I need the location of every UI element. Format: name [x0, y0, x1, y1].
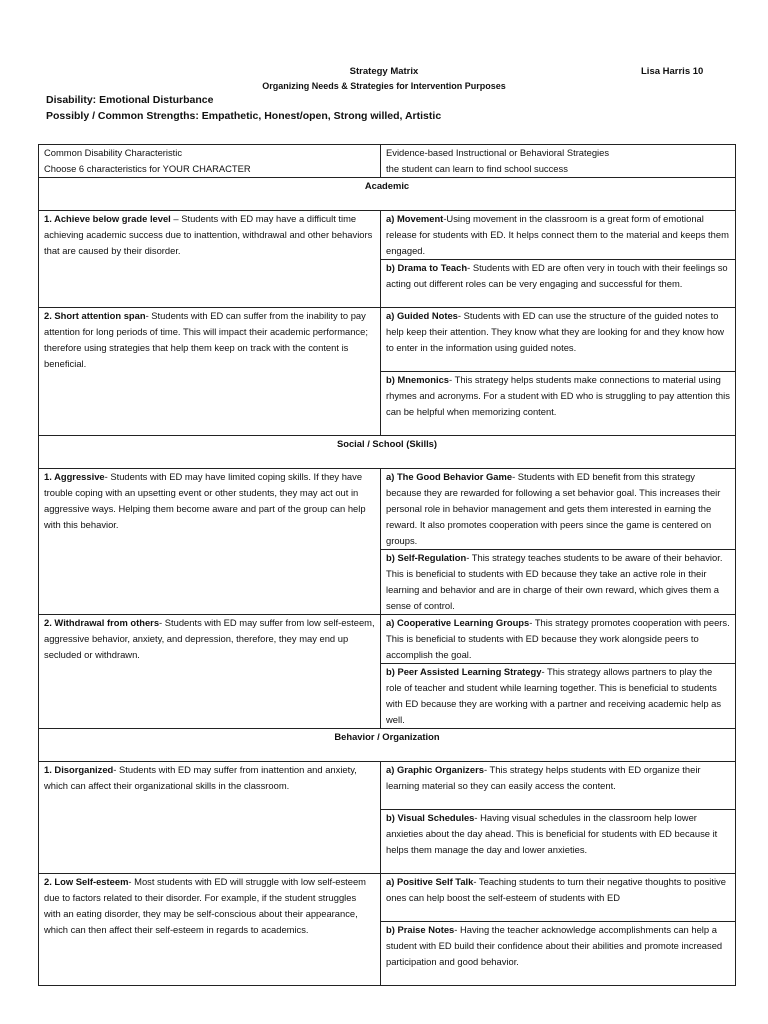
strategy-text: - This strategy teaches students to be aware of their behavior. This is beneficial to students with ED because they take an active role in their learning and behavior and are in charge of their own reward, which gives them a sense of control.: [386, 552, 723, 611]
characteristic-cell: [39, 762, 381, 874]
strategy-cell: [381, 615, 736, 664]
characteristic-text: - Most students with ED will struggle with low self-esteem due to factors related to their disorder. For example, if the student struggles with an eating disorder, they may be self-conscious about their appearance, which can then affect their self-esteem in regards to academics.: [44, 876, 366, 935]
left-header-line1: Common Disability Characteristic: [44, 147, 183, 158]
section-title: Behavior / Organization: [39, 729, 736, 762]
table-row: [39, 469, 736, 550]
right-column-header: [381, 145, 736, 178]
strategy-title: a) Cooperative Learning Groups: [386, 617, 530, 628]
strategy-title: a) The Good Behavior Game: [386, 471, 513, 482]
strategy-title: b) Peer Assisted Learning Strategy: [386, 666, 542, 677]
section-row-academic: [39, 178, 736, 211]
strategy-text: - This strategy allows partners to play the role of teacher and student while learning together. This is beneficial to students with ED because they are working with a partner and receiving academic help as well.: [386, 666, 722, 725]
table-row: [39, 874, 736, 922]
table-row: [39, 211, 736, 260]
section-row-social: [39, 436, 736, 469]
strengths-line: Possibly / Common Strengths: Empathetic, Honest/open, Strong willed, Artistic: [46, 110, 442, 122]
strategy-title: a) Graphic Organizers: [386, 764, 484, 775]
table-row: [39, 762, 736, 810]
table-row: [39, 615, 736, 664]
strategy-title: b) Mnemonics: [386, 374, 450, 385]
strategy-title: a) Positive Self Talk: [386, 876, 474, 887]
characteristic-cell: [39, 469, 381, 615]
strategy-text: - This strategy helps students with ED organize their learning material so they can easily access the content.: [386, 764, 701, 791]
column-header-row: [39, 145, 736, 178]
characteristic-title: 2. Low Self-esteem: [44, 876, 129, 887]
section-row-behavior: [39, 729, 736, 762]
strategy-text: - Students with ED are often very in touch with their feelings so acting out different roles can be very engaging and successful for them.: [386, 262, 728, 289]
strategy-text: - Teaching students to turn their negative thoughts to positive ones can help boost the self-esteem of students with ED: [386, 876, 726, 903]
strategy-title: b) Self-Regulation: [386, 552, 467, 563]
strategy-matrix-table: [38, 144, 736, 986]
strategy-text: - Having the teacher acknowledge accomplishments can help a student with ED build their confidence about their abilities and promote increased participation and good behavior.: [386, 924, 723, 967]
strategy-title: b) Drama to Teach: [386, 262, 468, 273]
strategy-cell: [381, 469, 736, 550]
right-header-line2: the student can learn to find school success: [386, 163, 568, 174]
strategy-cell: [381, 922, 736, 986]
characteristic-cell: [39, 308, 381, 436]
strategy-cell: [381, 308, 736, 372]
strategy-text: - Students with ED benefit from this strategy because they are rewarded for following a set behavior goal. This increases their personal role in behavior management and gets them interested in earning the reward. It also promotes cooperation with peers since the game is centered on groups.: [386, 471, 721, 546]
strategy-cell: [381, 664, 736, 729]
table-row: [39, 308, 736, 372]
characteristic-text: - Students with ED may suffer from inattention and anxiety, which can affect their organizational skills in the classroom.: [44, 764, 357, 791]
strategy-title: b) Praise Notes: [386, 924, 455, 935]
strategy-cell: [381, 260, 736, 308]
characteristic-title: 1. Disorganized: [44, 764, 114, 775]
characteristic-cell: [39, 615, 381, 729]
strategy-cell: [381, 211, 736, 260]
characteristic-cell: [39, 874, 381, 986]
section-title: Academic: [39, 178, 736, 211]
strategy-cell: [381, 550, 736, 615]
characteristic-text: - Students with ED may suffer from low self-esteem, aggressive behavior, anxiety, and depression, therefore, they may end up secluded or withdrawn.: [44, 617, 375, 660]
left-header-line2: Choose 6 characteristics for YOUR CHARACTER: [44, 163, 251, 174]
strategy-text: - This strategy helps students make connections to material using rhymes and acronyms. For a student with ED who is struggling to pay attention this can be helpful when memorizing content.: [386, 374, 730, 417]
strategy-cell: [381, 372, 736, 436]
characteristic-title: 1. Achieve below grade level: [44, 213, 171, 224]
strategy-cell: [381, 762, 736, 810]
characteristic-text: - Students with ED can suffer from the inability to pay attention for long periods of time. This will impact their academic performance; therefore using strategies that help them keep on track with the content is beneficial.: [44, 310, 368, 369]
strategy-title: a) Guided Notes: [386, 310, 458, 321]
strategy-title: a) Movement: [386, 213, 444, 224]
characteristic-title: 2. Short attention span: [44, 310, 146, 321]
section-title: Social / School (Skills): [39, 436, 736, 469]
strategy-cell: [381, 810, 736, 874]
strategy-text: -Using movement in the classroom is a great form of emotional release for students with ED. It helps connect them to the material and keeps them engaged.: [386, 213, 729, 256]
page-subtitle: Organizing Needs & Strategies for Intervention Purposes: [262, 81, 506, 91]
characteristic-title: 2. Withdrawal from others: [44, 617, 160, 628]
author-label: Lisa Harris 10: [641, 66, 704, 77]
strategy-text: - Students with ED can use the structure of the guided notes to help keep their attention. They know what they are looking for and they know how to enter in the information using guided notes.: [386, 310, 725, 353]
strategy-cell: [381, 874, 736, 922]
characteristic-text: - Students with ED may have limited coping skills. If they have trouble coping with an upsetting event or other students, they may act out in aggressive ways. Helping them become aware and part of the group can help with this behavior.: [44, 471, 366, 530]
characteristic-cell: [39, 211, 381, 308]
characteristic-title: 1. Aggressive: [44, 471, 105, 482]
characteristic-text: – Students with ED may have a difficult time achieving academic success due to inattention, withdrawal and other behaviors that are caused by their disorder.: [44, 213, 373, 256]
right-header-line1: Evidence-based Instructional or Behavioral Strategies: [386, 147, 610, 158]
left-column-header: [39, 145, 381, 178]
strategy-text: - Having visual schedules in the classroom help lower anxieties about the day ahead. This is beneficial for students with ED because it helps them manage the day and lower anxieties.: [386, 812, 718, 855]
disability-line: Disability: Emotional Disturbance: [46, 94, 214, 106]
strategy-text: - This strategy promotes cooperation with peers. This is beneficial to students with ED because they work alongside peers to accomplish the goal.: [386, 617, 730, 660]
page-title: Strategy Matrix: [349, 66, 419, 77]
strategy-title: b) Visual Schedules: [386, 812, 475, 823]
